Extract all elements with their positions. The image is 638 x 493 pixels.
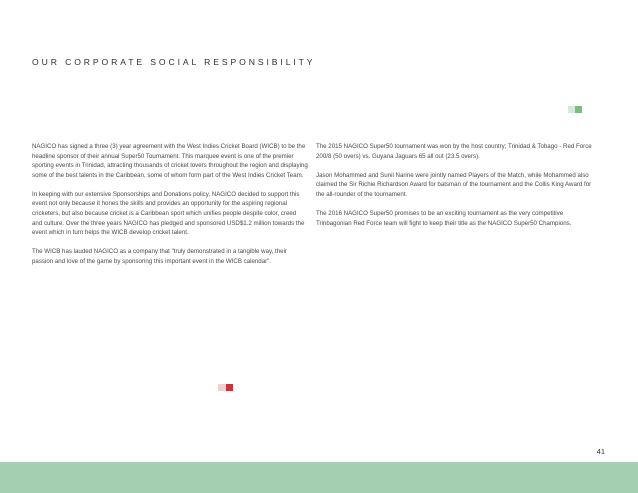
red-accent-dark-block [226, 384, 233, 391]
left-text-column [32, 142, 308, 276]
left-paragraph-2: In keeping with our extensive Sponsorships and Donations policy, NAGICO decided to support this event not only because it hones the skills and provides an opportunity for the aspiring regional cricketers, but also because cricket is a Caribbean sport which unifies people despite color, creed and culture. Over the three years NAGICO has pledged and sponsored USD$1.2 million towards the event which in turn helps the WICB develop cricket talent. [32, 190, 305, 237]
green-accent-marker [568, 106, 582, 113]
right-paragraph-1: The 2015 NAGICO Super50 tournament was won by the host country; Trinidad & Tobago - Red Force 200/8 (50 overs) vs. Guyana Jaguars 65 all out (23.5 overs). [316, 143, 592, 160]
red-accent-marker [218, 384, 233, 391]
right-text-column [316, 142, 592, 238]
green-accent-dark-block [575, 106, 582, 113]
left-paragraph-3: The WICB has lauded NAGICO as a company that "truly demonstrated in a tangible way, their passion and love of the game by sponsoring this important event in the WICB calendar". [32, 248, 287, 265]
page-number: 41 [596, 447, 605, 456]
right-paragraph-3: The 2016 NAGICO Super50 promises to be an exciting tournament as the very competitive Trinbagonian Red Force team will fight to keep their title as the NAGICO Super50 Champions. [316, 209, 572, 227]
left-paragraph-1: NAGICO has signed a three (3) year agreement with the West Indies Cricket Board (WICB) to be the headline sponsor of their annual Super50 Tournament. This marquee event is one of the premier sporting events in Trinidad, attracting thousands of cricket lovers throughout the region and displaying some of the best talents in the Caribbean, some of whom form part of the West Indies Cricket Team. [32, 143, 308, 179]
red-accent-light-block [218, 384, 226, 391]
section-heading: OUR CORPORATE SOCIAL RESPONSIBILITY [32, 57, 316, 67]
green-accent-light-block [568, 106, 575, 113]
footer-bar [0, 462, 638, 493]
right-paragraph-2: Jason Mohammed and Sunil Narine were jointly named Players of the Match, while Mohammed also claimed the Sir Richie Richardson Award for batsman of the tournament and the Collis King Award for the all-rounder of the tournament. [316, 171, 592, 198]
